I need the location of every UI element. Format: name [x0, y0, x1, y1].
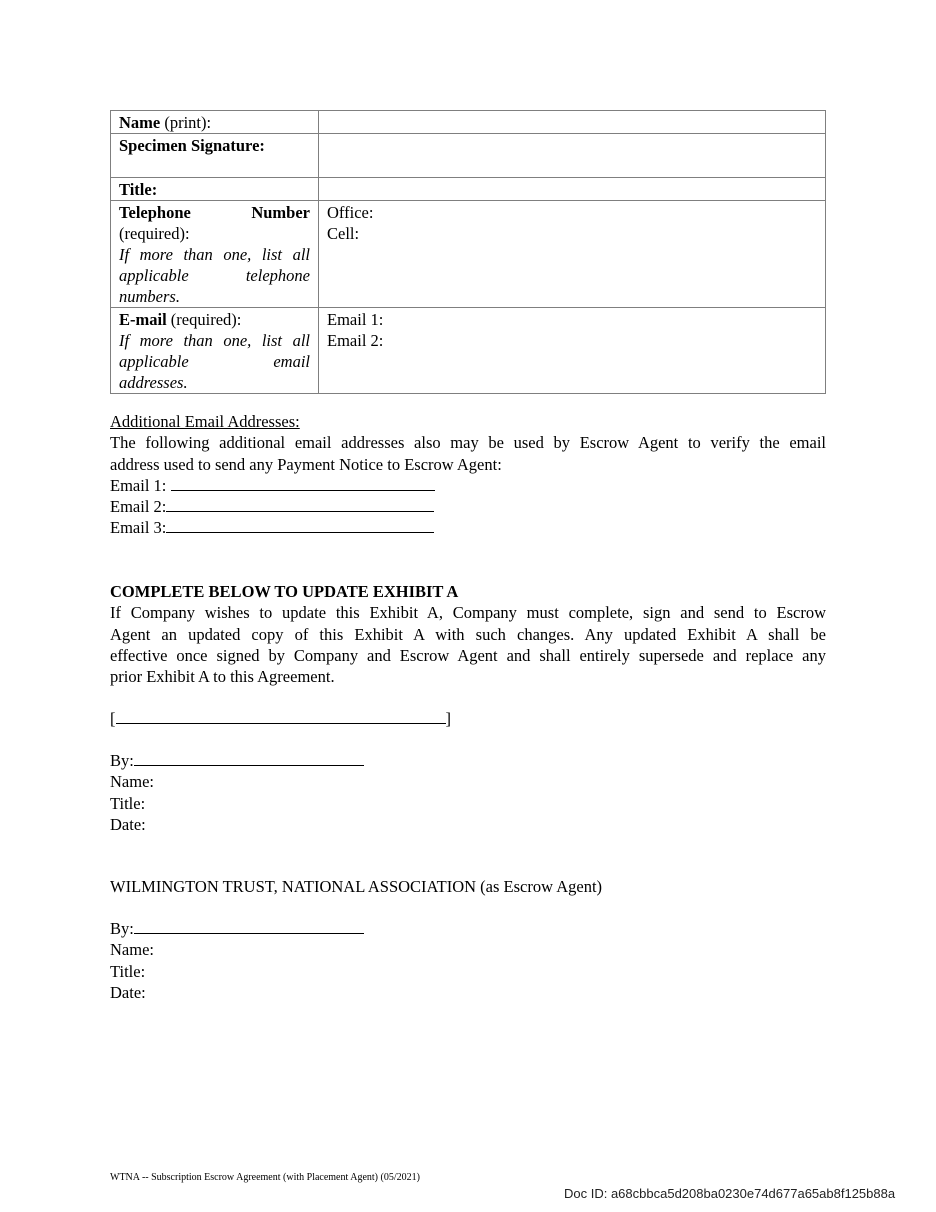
additional-email-2-row — [110, 496, 826, 517]
additional-email-1-line[interactable] — [171, 475, 435, 491]
name-label-suffix: (print): — [160, 113, 212, 132]
agent-by-label: By: — [110, 919, 134, 938]
update-exhibit-text: If Company wishes to update this Exhibit A, Company must complete, sign and send to Escrow — [110, 603, 826, 623]
update-exhibit-section — [110, 581, 826, 687]
escrow-agent-heading: WILMINGTON TRUST, NATIONAL ASSOCIATION (as Escrow Agent) — [110, 877, 603, 896]
company-date-label: Date: — [110, 814, 146, 834]
telephone-note-line: If more than one, list all — [119, 245, 310, 264]
additional-email-3-row — [110, 517, 826, 538]
company-name-field — [110, 708, 451, 729]
company-name-line[interactable] — [116, 708, 446, 724]
page-footer: WTNA -- Subscription Escrow Agreement (with Placement Agent) (05/2021) — [110, 1172, 420, 1183]
bracket-close: ] — [445, 709, 451, 728]
update-exhibit-text: Agent an updated copy of this Exhibit A with such changes. Any updated Exhibit A shall be — [110, 624, 826, 644]
telephone-note-line: applicable telephone — [119, 266, 310, 285]
company-title-label: Title: — [110, 793, 146, 813]
agent-date-label: Date: — [110, 982, 146, 1002]
name-label-cell — [111, 111, 319, 134]
contact-info-table — [110, 110, 826, 394]
additional-email-1-label: Email 1: — [110, 475, 171, 495]
email2-label: Email 2: — [327, 331, 384, 350]
additional-email-3-label: Email 3: — [110, 518, 167, 538]
table-row — [111, 111, 826, 134]
specimen-label-cell — [111, 134, 319, 178]
update-exhibit-heading: COMPLETE BELOW TO UPDATE EXHIBIT A — [110, 582, 459, 601]
agent-signature-line[interactable] — [134, 918, 364, 934]
telephone-required: (required): — [119, 224, 190, 243]
title-label: Title: — [119, 180, 158, 199]
doc-id: Doc ID: a68cbbca5d208ba0230e74d677a65ab8f125b88a — [564, 1186, 896, 1201]
email-note-line: applicable email — [119, 352, 310, 371]
office-label: Office: — [327, 203, 374, 222]
name-value-cell[interactable] — [319, 111, 826, 134]
email-note-line: addresses. — [119, 373, 188, 392]
email-label-cell — [111, 308, 319, 394]
telephone-note-line: numbers. — [119, 287, 180, 306]
table-row — [111, 201, 826, 308]
table-row — [111, 134, 826, 178]
specimen-signature-label: Specimen Signature: — [119, 136, 265, 155]
table-row — [111, 308, 826, 394]
company-signature-block — [110, 750, 364, 835]
agent-title-label: Title: — [110, 961, 146, 981]
specimen-signature-cell[interactable] — [319, 134, 826, 178]
agent-by-row — [110, 918, 364, 939]
email-note-line: If more than one, list all — [119, 331, 310, 350]
additional-emails-heading: Additional Email Addresses: — [110, 412, 300, 431]
additional-email-1-row — [110, 475, 826, 496]
company-signature-line[interactable] — [134, 750, 364, 766]
email1-label: Email 1: — [327, 310, 384, 329]
cell-label: Cell: — [327, 224, 360, 243]
additional-emails-text: address used to send any Payment Notice to Escrow Agent: — [110, 454, 502, 474]
email-label: E-mail — [119, 310, 167, 329]
additional-emails-text: The following additional email addresses also may be used by Escrow Agent to verify the email — [110, 433, 826, 453]
bracket-open: [ — [110, 709, 116, 728]
agent-signature-block — [110, 918, 364, 1003]
telephone-label: Telephone Number — [119, 203, 310, 222]
title-value-cell[interactable] — [319, 178, 826, 201]
additional-emails-section — [110, 411, 826, 539]
telephone-value-cell[interactable] — [319, 201, 826, 308]
telephone-label-cell — [111, 201, 319, 308]
additional-email-2-line[interactable] — [166, 496, 434, 512]
name-label: Name — [119, 113, 161, 132]
title-label-cell — [111, 178, 319, 201]
agent-name-label: Name: — [110, 940, 154, 960]
company-name-label: Name: — [110, 772, 154, 792]
table-row — [111, 178, 826, 201]
update-exhibit-text: prior Exhibit A to this Agreement. — [110, 667, 335, 687]
email-value-cell[interactable] — [319, 308, 826, 394]
additional-email-2-label: Email 2: — [110, 497, 167, 517]
company-by-row — [110, 750, 364, 771]
additional-email-3-line[interactable] — [166, 517, 434, 533]
update-exhibit-text: effective once signed by Company and Escrow Agent and shall entirely supersede and replace any — [110, 645, 826, 665]
company-by-label: By: — [110, 751, 134, 770]
email-label-suffix: (required): — [166, 310, 242, 329]
